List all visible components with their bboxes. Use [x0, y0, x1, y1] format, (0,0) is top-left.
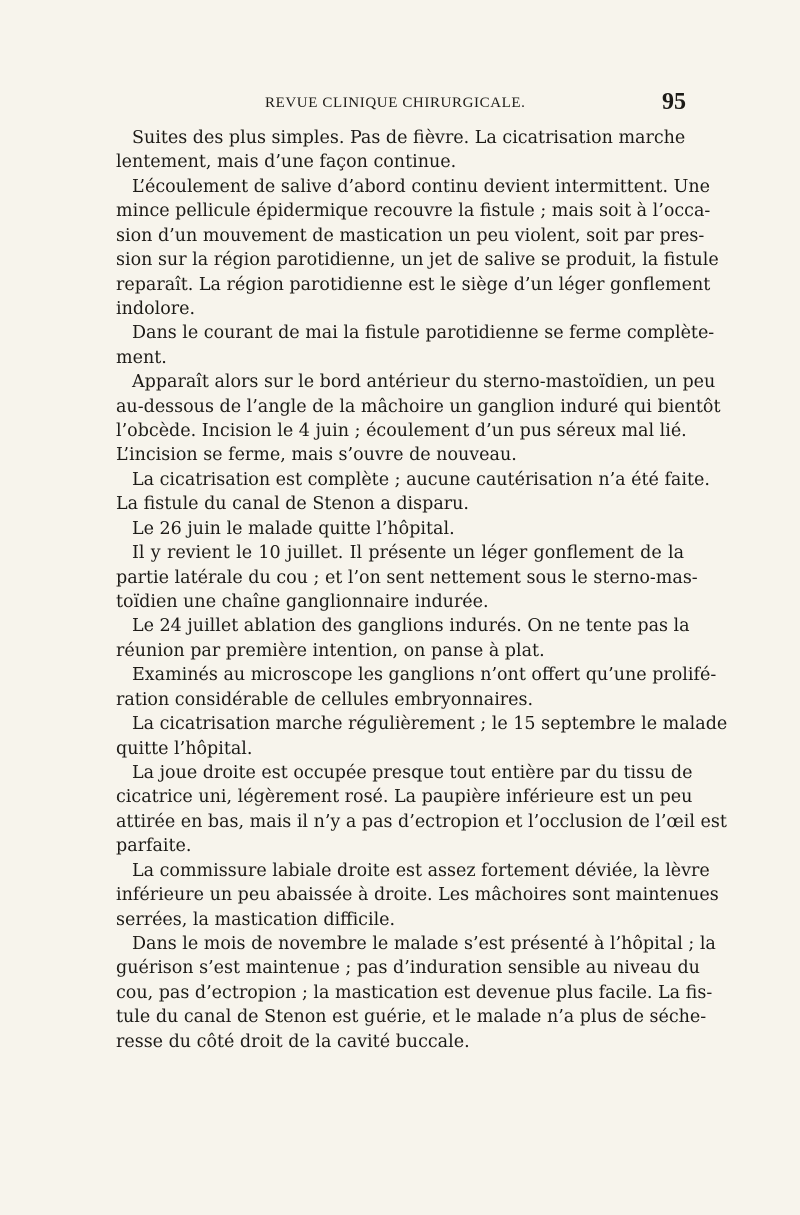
text-line: au-dessous de l’angle de la mâchoire un ganglion induré qui bientôt: [116, 396, 721, 417]
text-line: réunion par première intention, on panse à plat.: [116, 640, 545, 661]
text-line: La commissure labiale droite est assez fortement déviée, la lèvre: [132, 860, 710, 881]
text-line: La fistule du canal de Stenon a disparu.: [116, 494, 469, 515]
text-line: Le 26 juin le malade quitte l’hôpital.: [132, 518, 455, 539]
text-line: inférieure un peu abaissée à droite. Les mâchoires sont maintenues: [116, 885, 719, 906]
text-line: l’obcède. Incision le 4 juin ; écoulement d’un pus séreux mal lié.: [116, 421, 687, 442]
text-line: serrées, la mastication difficile.: [116, 909, 396, 930]
text-line: attirée en bas, mais il n’y a pas d’ectropion et l’occlusion de l’œil est: [116, 811, 727, 832]
text-line: La joue droite est occupée presque tout entière par du tissu de: [132, 762, 693, 783]
text-line: L’écoulement de salive d’abord continu devient intermittent. Une: [132, 176, 710, 197]
text-line: ration considérable de cellules embryonnaires.: [116, 689, 534, 710]
text-line: reparaît. La région parotidienne est le siège d’un léger gonflement: [116, 274, 711, 295]
page-header: [116, 89, 686, 123]
text-line: mince pellicule épidermique recouvre la fistule ; mais soit à l’occa-: [116, 201, 711, 222]
text-line: partie latérale du cou ; et l’on sent nettement sous le sterno-mas-: [116, 567, 698, 588]
text-line: L’incision se ferme, mais s’ouvre de nouveau.: [116, 445, 517, 466]
text-line: Apparaît alors sur le bord antérieur du sterno-mastoïdien, un peu: [132, 372, 716, 393]
text-line: tule du canal de Stenon est guérie, et le malade n’a plus de séche-: [116, 1007, 707, 1028]
text-line: Le 24 juillet ablation des ganglions indurés. On ne tente pas la: [132, 616, 690, 637]
text-line: Examinés au microscope les ganglions n’ont offert qu’une prolifé-: [132, 665, 717, 686]
text-line: ment.: [116, 347, 167, 368]
text-line: sion d’un mouvement de mastication un peu violent, soit par pres-: [116, 225, 705, 246]
text-line: lentement, mais d’une façon continue.: [116, 152, 457, 173]
text-line: Dans le mois de novembre le malade s’est présenté à l’hôpital ; la: [132, 933, 716, 954]
text-line: Dans le courant de mai la fistule parotidienne se ferme complète-: [132, 323, 715, 344]
text-line: indolore.: [116, 298, 196, 319]
text-line: quitte l’hôpital.: [116, 738, 253, 759]
text-line: parfaite.: [116, 836, 192, 857]
text-line: cou, pas d’ectropion ; la mastication est devenue plus facile. La fis-: [116, 982, 713, 1003]
text-line: Il y revient le 10 juillet. Il présente un léger gonflement de la: [132, 543, 684, 564]
text-line: La cicatrisation est complète ; aucune cautérisation n’a été faite.: [132, 469, 710, 490]
page-number: 95: [662, 89, 686, 115]
text-line: cicatrice uni, légèrement rosé. La paupière inférieure est un peu: [116, 787, 693, 808]
text-line: toïdien une chaîne ganglionnaire indurée.: [116, 592, 489, 613]
text-line: Suites des plus simples. Pas de fièvre. La cicatrisation marche: [132, 128, 686, 148]
running-title: REVUE CLINIQUE CHIRURGICALE.: [265, 95, 526, 111]
text-line: guérison s’est maintenue ; pas d’induration sensible au niveau du: [116, 958, 700, 979]
body-text: [116, 126, 728, 1054]
text-line: La cicatrisation marche régulièrement ; le 15 septembre le malade: [132, 714, 728, 735]
text-line: resse du côté droit de la cavité buccale.: [116, 1031, 470, 1052]
text-line: sion sur la région parotidienne, un jet de salive se produit, la fistule: [116, 250, 719, 271]
